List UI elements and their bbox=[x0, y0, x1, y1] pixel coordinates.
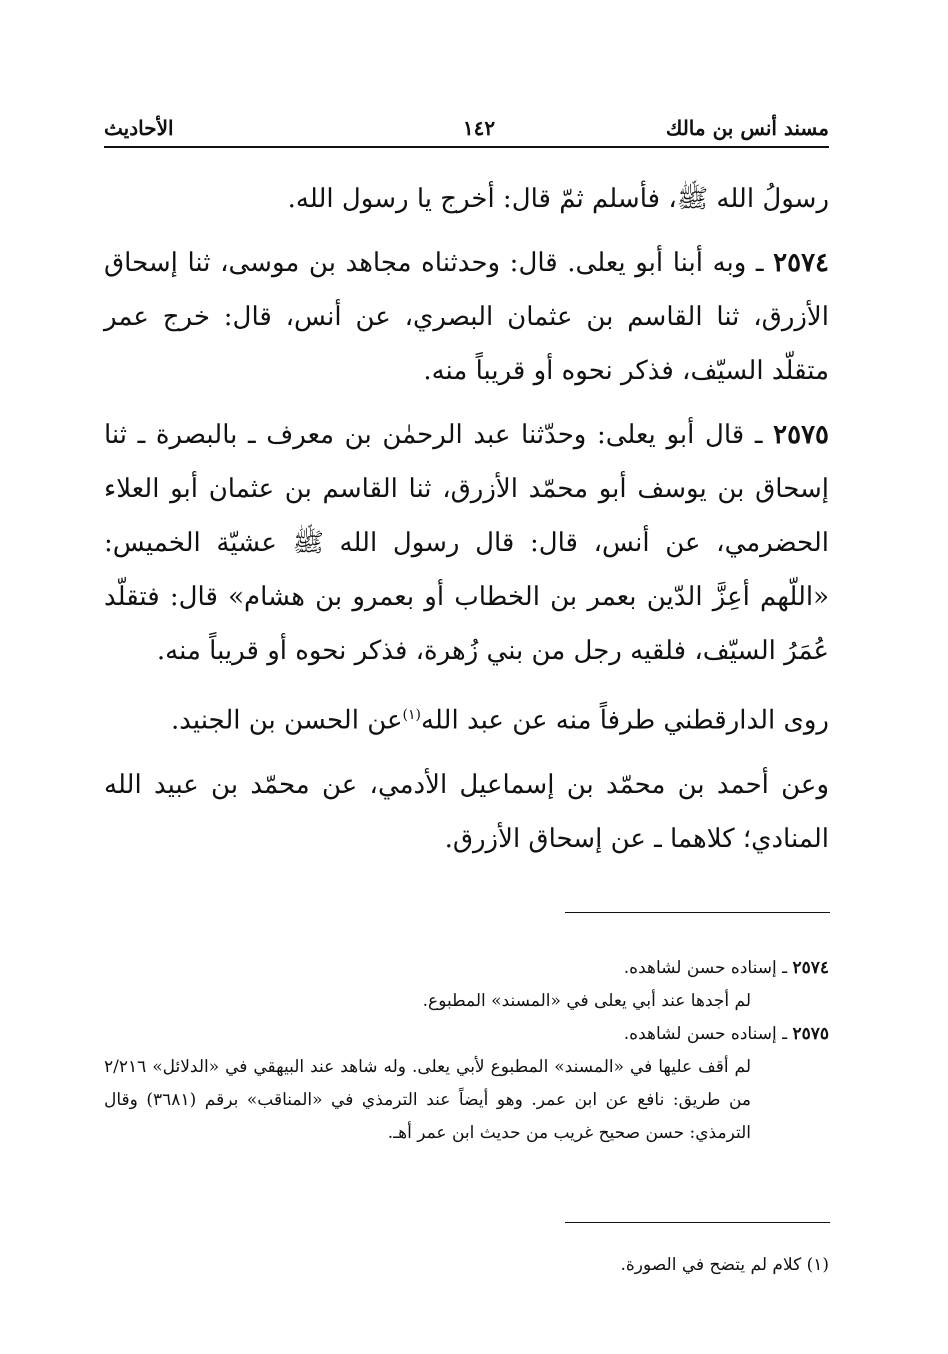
book-title: مسند أنس بن مالك bbox=[665, 116, 829, 140]
note-2575-line2: لم أقف عليها في «المسند» المطبوع لأبي يعلى. وله شاهد عند البيهقي في «الدلائل» ٢/٢١٦ من طريق: نافع عن ابن عمر. وهو أيضاً عند الترمذي في «المناقب» برقم (٣٦٨١) وقال الترمذي: حسن صحيح غريب من حديث ابن عمر أهـ. bbox=[104, 1057, 751, 1143]
footnote: (١) كلام لم يتضح في الصورة. bbox=[620, 1255, 829, 1275]
hadith-text: ـ قال أبو يعلى: وحدّثنا عبد الرحمٰن بن معرف ـ بالبصرة ـ ثنا إسحاق بن يوسف أبو محمّد الأزرق، ثنا القاسم بن عثمان أبو العلاء الحضرمي، عن أنس، قال: قال رسول الله ﷺ عشيّة الخميس: «اللّهم أعِزَّ الدّين بعمر بن الخطاب أو بعمرو بن هشام» قال: فتقلّد عُمَرُ السيّف، فلقيه رجل من بني زُهرة، فذكر نحوه أو قريباً منه. bbox=[104, 420, 829, 666]
section-title: الأحاديث bbox=[104, 116, 174, 140]
hadith-2574 bbox=[104, 236, 829, 398]
note-number: ٢٥٧٤ bbox=[792, 958, 829, 978]
note-2574-line2: لم أجدها عند أبي يعلى في «المسند» المطبوع. bbox=[422, 991, 751, 1011]
riwaya-paragraph bbox=[104, 688, 829, 748]
header-divider bbox=[104, 146, 829, 148]
footnote-divider bbox=[565, 1222, 830, 1223]
running-header bbox=[104, 110, 829, 146]
paragraph-continuation: رسولُ الله ﷺ، فأسلم ثمّ قال: أخرج يا رسول الله. bbox=[287, 184, 829, 214]
hadith-2575 bbox=[104, 408, 829, 678]
note-text: ـ إسناده حسن لشاهده. bbox=[623, 1024, 788, 1044]
hadith-number: ٢٥٧٥ bbox=[773, 420, 830, 450]
note-number: ٢٥٧٥ bbox=[792, 1024, 829, 1044]
riwaya-text-a: روى الدارقطني طرفاً منه عن عبد الله bbox=[420, 705, 829, 736]
hadith-number: ٢٥٧٤ bbox=[773, 248, 830, 278]
riwaya-text-b: عن الحسن بن الجنيد. bbox=[170, 705, 403, 736]
chain-paragraph: وعن أحمد بن محمّد بن إسماعيل الأدمي، عن محمّد بن عبيد الله المنادي؛ كلاهما ـ عن إسحاق الأزرق. bbox=[104, 769, 829, 854]
main-text bbox=[104, 172, 829, 876]
hadith-text: ـ وبه أبنا أبو يعلى. قال: وحدثناه مجاهد بن موسى، ثنا إسحاق الأزرق، ثنا القاسم بن عثمان البصري، عن أنس، قال: خرج عمر متقلّد السيّف، فذكر نحوه أو قريباً منه. bbox=[104, 248, 829, 386]
page-number: ١٤٢ bbox=[462, 116, 496, 140]
footnote-ref: (١) bbox=[402, 707, 421, 723]
note-2574-line1 bbox=[104, 952, 829, 985]
note-2575-line1 bbox=[104, 1018, 829, 1051]
note-text: ـ إسناده حسن لشاهده. bbox=[623, 958, 788, 978]
takhrij-notes bbox=[104, 952, 829, 1150]
notes-divider bbox=[565, 912, 830, 913]
